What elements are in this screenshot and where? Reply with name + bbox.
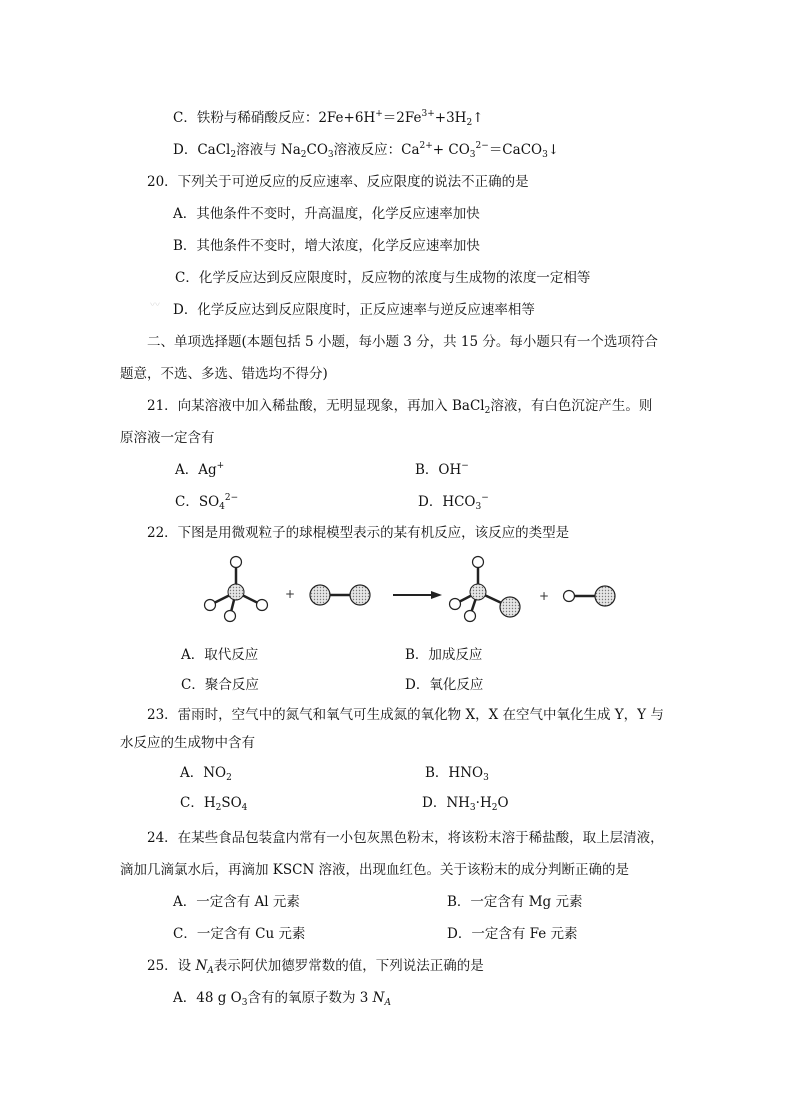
reaction-arrow (393, 591, 442, 599)
q20-stem: 20．下列关于可逆反应的反应速率、反应限度的说法不正确的是 (147, 174, 529, 190)
q22-option-b: B．加成反应 (405, 647, 483, 663)
q23-option-a: A．$NO_2$ (180, 765, 232, 783)
methane-molecule (205, 557, 268, 622)
plus-sign-2: + (539, 589, 550, 603)
q19-option-d: D．CaCl$_2$溶液与 $Na_2CO_3$溶液反应：$Ca^{2+}+$ $CO_3^{2-}=CaCO_3↓$ (173, 141, 560, 160)
q19-option-c: C．铁粉与稀硝酸反应：$2Fe+6H^+=2Fe^{3+}+3H_2↑$ (173, 109, 484, 128)
section2-heading-line1: 二、单项选择题(本题包括 5 小题，每小题 3 分，共 15 分。每小题只有一个选项符合 (147, 334, 658, 350)
hydrogen-chloride-molecule (564, 586, 616, 606)
q24-option-b: B．一定含有 Mg 元素 (447, 894, 583, 910)
q21-stem-line2: 原溶液一定含有 (120, 430, 215, 446)
q21-option-c: C．$SO_4^{2-}$ (175, 493, 239, 512)
q24-stem-line1: 24．在某些食品包装盒内常有一小包灰黑色粉末，将该粉末溶于稀盐酸，取上层清液， (147, 830, 664, 846)
q21-option-b: B．OH− (415, 461, 469, 478)
q23-stem-line2: 水反应的生成物中含有 (120, 735, 255, 751)
q20-option-c: C．化学反应达到反应限度时，反应物的浓度与生成物的浓度一定相等 (175, 270, 591, 286)
q24-stem-line2: 滴加几滴氯水后，再滴加 KSCN 溶液，出现血红色。关于该粉末的成分判断正确的是 (120, 862, 630, 878)
q21-option-a: A．Ag+ (175, 461, 225, 478)
q22-stem: 22．下图是用微观粒子的球棍模型表示的某有机反应，该反应的类型是 (147, 525, 570, 541)
q22-option-a: A．取代反应 (181, 647, 259, 663)
q21-option-d: D．$HCO_3^-$ (418, 493, 489, 512)
q24-option-c: C．一定含有 Cu 元素 (173, 926, 306, 942)
q21-stem-line1: 21．向某溶液中加入稀盐酸，无明显现象，再加入 BaCl$_2$溶液，有白色沉淀产生。则 (147, 398, 653, 416)
q20-option-d: D．化学反应达到反应限度时，正反应速率与逆反应速率相等 (173, 302, 535, 318)
q25-option-a: A．48 g $O_3$含有的氧原子数为 3 $N_A$ (173, 990, 391, 1008)
scan-mark: 〰 (150, 300, 160, 311)
q23-option-c: C．$H_2SO_4$ (180, 795, 248, 813)
q23-option-b: B．$HNO_3$ (425, 765, 489, 783)
q22-option-c: C．聚合反应 (181, 677, 259, 693)
chlorine-molecule (310, 585, 370, 605)
q23-stem-line1: 23．雷雨时，空气中的氮气和氧气可生成氮的氧化物 X，X 在空气中氧化生成 Y，Y 与 (147, 707, 664, 723)
plus-sign-1: + (285, 587, 296, 601)
q24-option-a: A．一定含有 Al 元素 (173, 894, 300, 910)
q23-option-d: D．$NH_3\cdot H_2O$ (422, 795, 509, 813)
chloromethane-molecule (450, 557, 521, 622)
q24-option-d: D．一定含有 Fe 元素 (447, 926, 578, 942)
q20-option-a: A．其他条件不变时，升高温度，化学反应速率加快 (173, 206, 480, 222)
section2-heading-line2: 题意，不选、多选、错选均不得分) (120, 366, 328, 382)
reaction-ball-stick-diagram (190, 550, 630, 630)
q20-option-b: B．其他条件不变时，增大浓度，化学反应速率加快 (173, 238, 480, 254)
q25-stem: 25．设 $N_A$表示阿伏加德罗常数的值，下列说法正确的是 (147, 958, 484, 976)
q22-option-d: D．氧化反应 (405, 677, 484, 693)
